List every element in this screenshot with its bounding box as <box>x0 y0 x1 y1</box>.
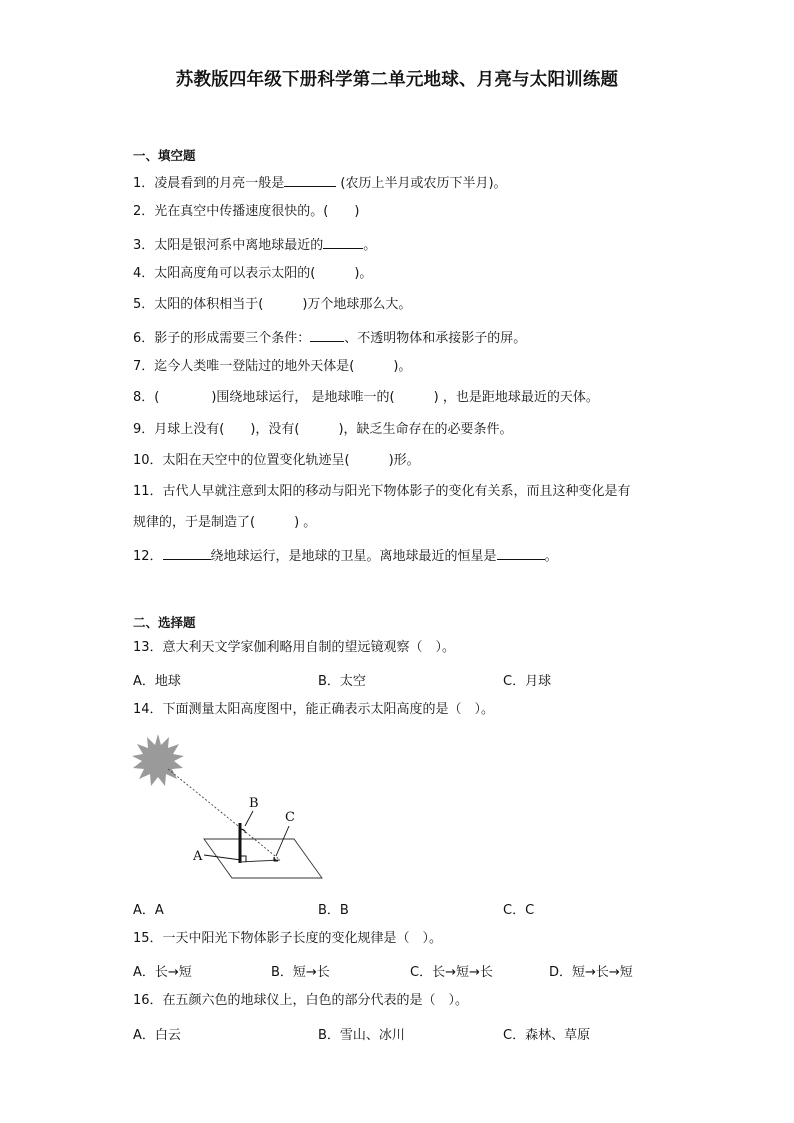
q15-option-d: D．短→长→短 <box>549 965 633 980</box>
q16-option-b: B．雪山、冰川 <box>318 1028 405 1043</box>
question-3 <box>133 234 376 255</box>
q16-option-a: A．白云 <box>133 1028 181 1043</box>
label-c-leader <box>276 826 289 856</box>
figure-label-b: B <box>249 796 259 811</box>
figure-label-c: C <box>285 810 295 825</box>
question-2: 2．光在真空中传播速度很快的。( ) <box>133 204 360 219</box>
answer-blank <box>497 545 545 560</box>
answer-blank <box>163 545 211 560</box>
question-11-line-2: 规律的，于是制造了( ) 。 <box>133 515 317 530</box>
question-12-text-mid: 绕地球运行，是地球的卫星。离地球最近的恒星是 <box>210 549 497 564</box>
q15-option-b: B．短→长 <box>271 965 330 980</box>
question-6 <box>133 327 526 348</box>
section-heading-multiple-choice: 二、选择题 <box>133 615 196 630</box>
label-b-leader <box>245 811 253 826</box>
q14-option-b: B．B <box>318 903 349 918</box>
angle-mark-a <box>241 856 246 862</box>
section-heading-fill-blank: 一、填空题 <box>133 148 196 163</box>
q14-option-a: A．A <box>133 903 164 918</box>
question-12 <box>133 545 558 566</box>
question-5: 5．太阳的体积相当于( )万个地球那么大。 <box>133 297 412 312</box>
q14-option-c: C．C <box>503 903 535 918</box>
question-7: 7．迄今人类唯一登陆过的地外天体是( )。 <box>133 359 412 374</box>
sun-icon <box>132 734 184 786</box>
q16-option-c: C．森林、草原 <box>503 1028 591 1043</box>
sun-height-figure <box>128 728 338 888</box>
q13-option-b: B．太空 <box>318 674 366 689</box>
question-13: 13．意大利天文学家伽利略用自制的望远镜观察（ ）。 <box>133 640 456 655</box>
q13-option-a: A．地球 <box>133 674 181 689</box>
question-12-number: 12． <box>133 549 163 564</box>
question-16: 16．在五颜六色的地球仪上，白色的部分代表的是（ ）。 <box>133 993 469 1008</box>
question-1-text-pre: 1．凌晨看到的月亮一般是 <box>133 176 285 191</box>
sunlight-ray <box>168 769 280 860</box>
question-15: 15．一天中阳光下物体影子长度的变化规律是（ ）。 <box>133 931 443 946</box>
label-a-leader <box>204 855 241 860</box>
question-1-text-post: (农历上半月或农历下半月)。 <box>336 176 507 191</box>
angle-mark-b <box>241 829 245 833</box>
question-11-line-1: 11．古代人早就注意到太阳的移动与阳光下物体影子的变化有关系，而且这种变化是有 <box>133 484 631 499</box>
question-3-text-post: 。 <box>363 238 377 253</box>
figure-label-a: A <box>193 849 203 864</box>
answer-blank <box>323 234 363 249</box>
answer-blank <box>310 327 344 342</box>
question-14: 14．下面测量太阳高度图中，能正确表示太阳高度的是（ ）。 <box>133 702 495 717</box>
page-title: 苏教版四年级下册科学第二单元地球、月亮与太阳训练题 <box>175 70 619 90</box>
question-4: 4．太阳高度角可以表示太阳的( )。 <box>133 266 373 281</box>
question-6-text-post: 、不透明物体和承接影子的屏。 <box>344 331 527 346</box>
question-1 <box>133 172 507 193</box>
question-12-text-post: 。 <box>544 549 558 564</box>
question-3-text-pre: 3．太阳是银河系中离地球最近的 <box>133 238 324 253</box>
ground-plane <box>204 839 322 878</box>
q15-option-c: C．长→短→长 <box>410 965 493 980</box>
q13-option-c: C．月球 <box>503 674 552 689</box>
q15-option-a: A．长→短 <box>133 965 192 980</box>
answer-blank <box>284 172 336 187</box>
question-9: 9．月球上没有( )，没有( )，缺乏生命存在的必要条件。 <box>133 422 513 437</box>
question-8: 8．( )围绕地球运行， 是地球唯一的( ) ，也是距地球最近的天体。 <box>133 390 599 405</box>
question-6-text-pre: 6．影子的形成需要三个条件： <box>133 331 311 346</box>
question-10: 10．太阳在天空中的位置变化轨迹呈( )形。 <box>133 453 420 468</box>
